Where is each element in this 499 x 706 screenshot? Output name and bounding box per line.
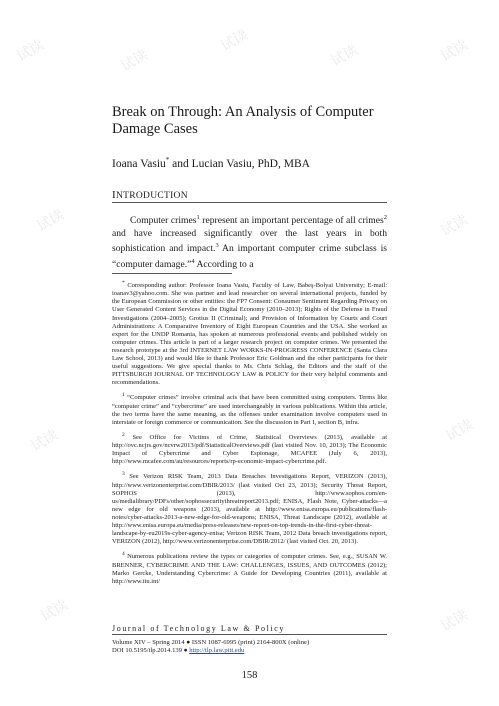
watermark: 试读 <box>38 596 71 625</box>
body-text <box>112 212 387 272</box>
doi-line: DOI 10.5195/tlp.2014.139 ● http://tlp.law.pitt.edu <box>112 647 245 655</box>
footnote: $^4$ Numerous publications review the types or categories of computer crimes. See, e.g., SUSAN W. BRENNER, CYBERCRIME AND THE LAW: CHALLENGES, ISSUES, AND OUTCOMES (2012); Marko Gercke, Understanding Cybercrime: A Guide for Developing Countries (2011), available at http://www.itu.int/ <box>112 551 388 585</box>
journal-link[interactable]: http://tlp.law.pitt.edu <box>189 647 245 655</box>
footnotes <box>112 279 387 590</box>
watermark: 试读 <box>14 36 47 65</box>
co-author-names: and Lucian Vasiu, PhD, MBA <box>169 157 310 170</box>
section-divider <box>112 202 387 203</box>
watermark: 试读 <box>328 41 361 70</box>
author-name: Ioana Vasiu <box>112 157 166 170</box>
section-heading: INTRODUCTION <box>112 189 188 201</box>
footnote-divider <box>112 273 232 274</box>
watermark: 试读 <box>28 426 61 455</box>
volume-issn: Volume XIV – Spring 2014 ● ISSN 1087-6995 (print) 2164-800X (online) <box>112 639 310 646</box>
journal-name: Journal of Technology Law & Policy <box>112 624 286 633</box>
author-line <box>112 156 310 170</box>
watermark: 试读 <box>438 606 471 635</box>
watermark: 试读 <box>218 26 251 55</box>
page-number: 158 <box>241 670 258 681</box>
article-title: Break on Through: An Analysis of Computer Damage Cases <box>112 104 374 137</box>
publication-meta <box>112 639 402 656</box>
watermark: 试读 <box>438 36 471 65</box>
watermark: 试读 <box>438 211 471 240</box>
footnote: $^3$ See Verizon RISK Team, 2013 Data Breaches Investigations Report, VERIZON (2013), http://www.verizonenterprise.com/DBIR/2013/ (last visited Oct 23, 2013); Security Threat Report, SOPHOS (2013), http://www.sophos.com/en-us/medialibrary/PDFs/other/sophossecuritythreatreport2013.pdf; ENISA, Flash Note, Cyber-attacks—a new edge for old weapons (2013), available at http://www.enisa.europa.eu/publications/flash-notes/cyber-attacks-2013-a-new-edge-for-old-weapons; ENISA, Threat Landscape (2012), available at http://www.enisa.europa.eu/media/press-releases/new-report-on-top-trends-in-the-first-cyber-threat-landscape-by-eu2019s-cyber-agency-enisa; Verizon RISK Team, 2012 Data breach investigations report, VERIZON (2012), http://www.verizonenterprise.com/DBIR/2012/ (last visited Oct. 20, 2013). <box>112 471 388 546</box>
watermark: 试读 <box>443 416 476 445</box>
footnote: $^2$ See Office for Victims of Crime, Statistical Overviews (2013), available at http://ovc.ncjrs.gov/ncvrw2013/pdf/StatisticalOverviews.pdf (last visited Nov. 10, 2013); The Economic Impact of Cybercrime and Cyber Espionage, MCAFEE (July 6, 2013), http://www.mcafee.com/au/resources/reports/rp-economic-impact-cybercrime.pdf. <box>112 431 388 466</box>
journal-divider <box>112 634 387 635</box>
body-paragraph: Computer crimes$^1$ represent an important percentage of all crimes$^2$ and have increased significantly over the last years in both sophistication and impact.$^3$ An important computer crime subclass is “computer damage.”$^4$ According to a <box>112 214 388 271</box>
watermark: 试读 <box>34 206 67 235</box>
author-footnote-mark: * <box>165 156 170 164</box>
footnote: * Corresponding author: Professor Ioana Vasiu, Faculty of Law, Babeş-Bolyai University; E-mail: ioanav3@yahoo.com. She was partner and lead researcher on several international projects, funded by the European Commission or other entities: the FP7 Consent: Consumer Sentiment Regarding Privacy on User Generated Content Services in the Digital Economy (2010–2013); Rights of the Defense in Fraud Investigations (2004–2005); Grotius II (Criminal); and Provision of Information by Courts and Court Administrations: A Comparative Inventory of Eight European Countries and the USA. She worked as expert for the UNDP Romania, has spoken at numerous professional events and published widely on computer crimes. This article is part of a larger research project on computer crimes. We presented the research prototype at the 3rd INTERNET LAW WORKS-IN-PROGRESS CONFERENCE (Santa Clara Law School, 2013) and would like to thank Professor Eric Goldman and the other participants for their useful suggestions. We give special thanks to Ms. Chris Schlag, the Editors and the staff of the PITTSBURGH JOURNAL OF TECHNOLOGY LAW & POLICY for their very helpful comments and recommendations. <box>112 280 387 387</box>
footnote: $^1$ “Computer crimes” involve criminal acts that have been committed using computers. Terms like “computer crime” and “cybercrime” are used interchangeably in various publications. Within this article, the two terms have the same meaning, as the offenses under examination involve computers used in interstate or foreign commerce or communication. See the discussion in Part I, section B, infra. <box>112 392 387 426</box>
watermark: 试读 <box>118 46 151 75</box>
